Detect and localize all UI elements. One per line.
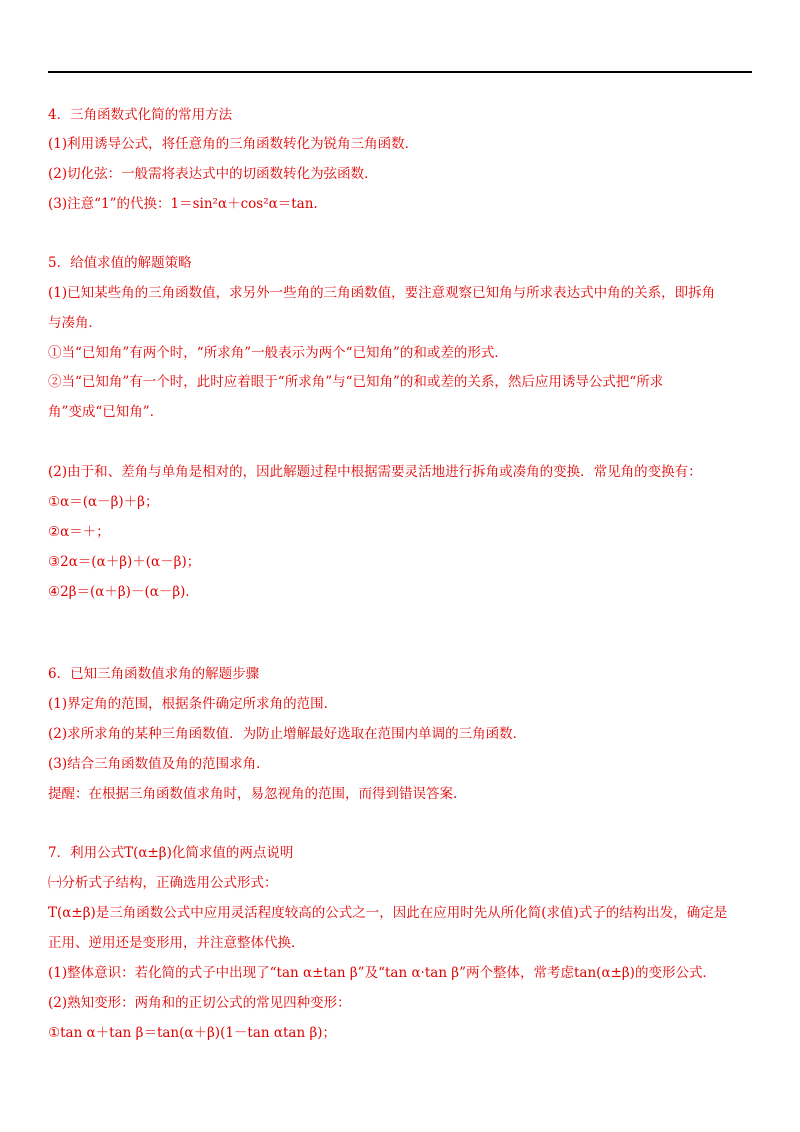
section-4-line-2: (2)切化弦：一般需将表达式中的切函数转化为弦函数．	[48, 166, 378, 182]
section-7-line-1: ㈠分析式子结构，正确选用公式形式：	[48, 875, 278, 891]
section-4-heading: 4．三角函数式化简的常用方法	[48, 107, 233, 123]
section-7-line-4: (1)整体意识：若化简的式子中出现了“tan α±tan β”及“tan α·tan β”两个整体，常考虑tan(α±β)的变形公式．	[48, 965, 716, 981]
section-7-line-2: T(α±β)是三角函数公式中应用灵活程度较高的公式之一，因此在应用时先从所化简(求值)式子的结构出发，确定是	[48, 905, 728, 921]
section-5-line-4: ②当“已知角”有一个时，此时应着眼于“所求角”与“已知角”的和或差的关系，然后应用诱导公式把“所求	[48, 374, 664, 390]
section-7-line-5: (2)熟知变形：两角和的正切公式的常见四种变形：	[48, 995, 351, 1011]
section-5-line-9: ③2α＝(α＋β)＋(α－β)；	[48, 554, 201, 570]
section-6-line-4: 提醒：在根据三角函数值求角时，易忽视角的范围，而得到错误答案.	[48, 786, 458, 802]
section-5-line-5: 角”变成“已知角”．	[48, 404, 164, 420]
section-5-line-3: ①当“已知角”有两个时，“所求角”一般表示为两个“已知角”的和或差的形式．	[48, 345, 508, 361]
section-5-line-1: (1)已知某些角的三角函数值，求另外一些角的三角函数值，要注意观察已知角与所求表达式中角的关系，即拆角	[48, 285, 716, 301]
section-5-line-6: (2)由于和、差角与单角是相对的，因此解题过程中根据需要灵活地进行拆角或凑角的变换．常见角的变换有：	[48, 464, 702, 480]
section-5-line-8: ②α＝＋；	[48, 524, 110, 540]
section-5-heading: 5．给值求值的解题策略	[48, 255, 192, 271]
section-6-line-2: (2)求所求角的某种三角函数值．为防止增解最好选取在范围内单调的三角函数．	[48, 726, 527, 742]
section-5-line-10: ④2β＝(α＋β)－(α－β)．	[48, 584, 199, 600]
section-7-line-6: ①tan α＋tan β＝tan(α＋β)(1－tan αtan β)；	[48, 1025, 337, 1041]
section-4-line-1: (1)利用诱导公式，将任意角的三角函数转化为锐角三角函数．	[48, 136, 419, 152]
section-6-heading: 6．已知三角函数值求角的解题步骤	[48, 666, 260, 682]
section-5-line-7: ①α＝(α－β)＋β；	[48, 494, 159, 510]
section-4-line-3: (3)注意“1”的代换：1＝sin²α＋cos²α＝tan.	[48, 196, 318, 212]
section-6-line-1: (1)界定角的范围，根据条件确定所求角的范围．	[48, 696, 338, 712]
section-7-heading: 7．利用公式T(α±β)化简求值的两点说明	[48, 845, 294, 861]
section-7-line-3: 正用、逆用还是变形用，并注意整体代换．	[48, 935, 305, 951]
section-6-line-3: (3)结合三角函数值及角的范围求角．	[48, 756, 270, 772]
section-5-line-2: 与凑角．	[48, 315, 102, 331]
top-rule	[48, 71, 752, 73]
